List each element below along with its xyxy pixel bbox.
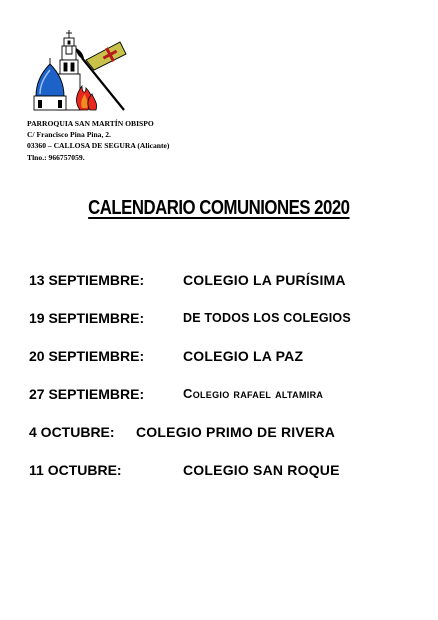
list-item [29,272,429,310]
event-school: DE TODOS LOS COLEGIOS [183,311,351,325]
list-item [29,424,429,462]
event-school: COLEGIO SAN ROQUE [183,462,340,478]
event-date: 20 SEPTIEMBRE: [29,348,145,364]
event-date: 4 OCTUBRE: [29,424,115,440]
event-date: 13 SEPTIEMBRE: [29,272,145,288]
parish-emblem-icon [28,24,130,114]
parish-name: PARROQUIA SAN MARTÍN OBISPO [27,119,154,128]
event-school: COLEGIO PRIMO DE RIVERA [136,424,336,440]
event-school: COLEGIO LA PURÍSIMA [183,272,346,288]
page-title: CALENDARIO COMUNIONES 2020 [88,197,350,219]
flag-icon [86,42,126,70]
flame-icon [76,86,96,110]
event-date: 27 SEPTIEMBRE: [29,386,145,402]
event-school: Colegio rafael altamira [183,386,324,401]
parish-street: C/ Francisco Pina Pina, 2. [27,130,111,140]
list-item [29,462,429,500]
event-school: COLEGIO LA PAZ [183,348,304,364]
parish-address-block [27,118,169,163]
event-date: 19 SEPTIEMBRE: [29,310,145,326]
parish-phone: Tlno.: 966757059. [27,152,85,162]
list-item [29,310,429,348]
communion-calendar-list [29,272,429,500]
parish-city: 03360 – CALLOSA DE SEGURA (Alicante) [27,141,170,151]
list-item [29,386,429,424]
event-date: 11 OCTUBRE: [29,462,122,478]
list-item [29,348,429,386]
